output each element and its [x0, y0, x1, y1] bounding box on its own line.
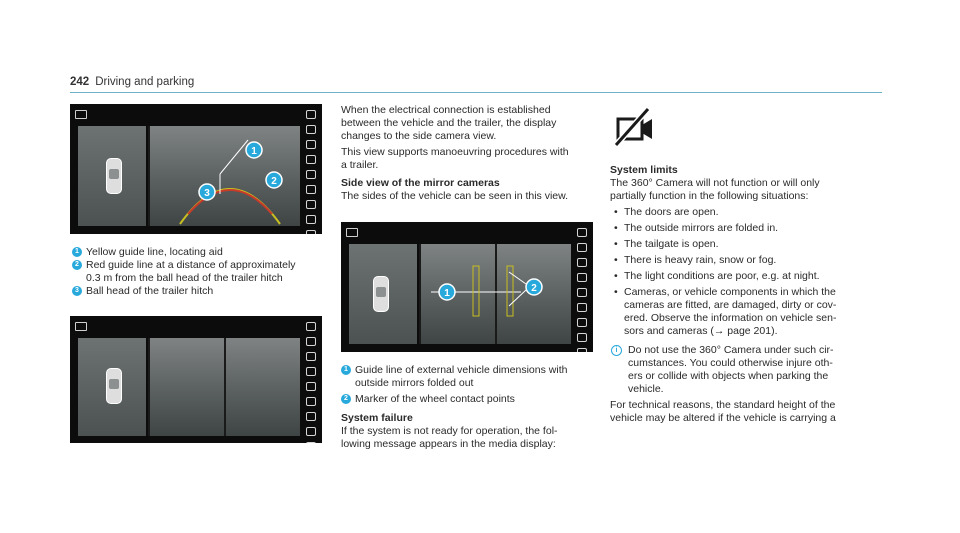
legend-number: 2 — [72, 260, 82, 270]
legend-item: 1 Guide line of external vehicle dimensions with — [341, 364, 603, 377]
legend-item-continued: outside mirrors folded out — [355, 377, 474, 389]
heading-system-failure: System failure — [341, 412, 413, 424]
middle-column-lower: 1 Guide line of external vehicle dimensions with outside mirrors folded out 2 Marker of the wheel contact points System failure If the system is not ready for operation, the fol- lowing message appears in the media display: — [341, 364, 603, 451]
callout-1-label: 1 — [444, 288, 450, 299]
screen-side-icons — [571, 222, 593, 352]
page-number: 242 — [70, 76, 90, 88]
legend-number: 1 — [341, 365, 351, 375]
header-rule — [70, 92, 882, 93]
heading-mirror-cameras: Side view of the mirror cameras — [341, 177, 500, 189]
camera-screen-split-view — [70, 316, 322, 443]
camera-screen-mirror-view — [341, 222, 593, 352]
mirror-guide-overlay — [341, 222, 593, 352]
list-item: • Cameras, or vehicle components in which the cameras are fitted, are damaged, dirty or cov- ered. Observe the information on vehicle sen- sors and cameras (→ page 201). — [610, 286, 882, 338]
list-item: • The tailgate is open. — [610, 238, 882, 251]
page-header — [70, 76, 194, 88]
camera-screen-trailer-view — [70, 104, 322, 234]
legend-number: 3 — [72, 286, 82, 296]
callout-2-label: 2 — [271, 176, 277, 187]
vehicle-top-view — [106, 368, 122, 404]
section-title: Driving and parking — [95, 76, 195, 88]
legend-item: 2 Red guide line at a distance of approximately — [72, 259, 296, 272]
legend-item: 3 Ball head of the trailer hitch — [72, 285, 296, 298]
left-side-panel — [148, 338, 224, 436]
callout-line-1 — [220, 140, 248, 174]
callout-2-label: 2 — [531, 283, 537, 294]
callout-1-label: 1 — [251, 146, 257, 157]
wheel-marker-right — [507, 266, 513, 316]
callout-3-label: 3 — [204, 188, 210, 199]
screen-side-icons — [300, 316, 322, 443]
right-side-panel — [224, 338, 300, 436]
middle-column-intro: When the electrical connection is established between the vehicle and the trailer, the display changes to the side camera view. This view supports manoeuvring procedures with a trailer. Side view of the mirror cameras The sides of the vehicle can be seen in this view. — [341, 104, 601, 203]
right-column: System limits The 360° Camera will not function or will only partially function in the following situations: • The doors are open. • The outside mirrors are folded in. • The tailgate is open. • There is heavy rain, snow or fog. • The light conditions are poor, e.g. at night. • Cameras, or vehicle components in which the cameras are fitted, are damaged, dirty or cov- ered. Observe the information on vehicle sen- sors and cameras (→ page 201). i Do not use the 360° Camera under such cir- cumstances. You could otherwise injure oth- ers or collide with objects when parking the vehicle. For technical reasons, the standard height of the vehicle may be altered if the vehicle is carrying a — [610, 164, 882, 425]
limits-list — [610, 206, 882, 338]
guide-lines-overlay — [70, 104, 322, 234]
legend-item-continued: 0.3 m from the ball head of the trailer hitch — [86, 272, 283, 284]
legend-number: 1 — [72, 247, 82, 257]
legend-trailer-view — [72, 246, 296, 298]
list-item: • The doors are open. — [610, 206, 882, 219]
list-item: • The outside mirrors are folded in. — [610, 222, 882, 235]
legend-number: 2 — [341, 394, 351, 404]
info-note: i Do not use the 360° Camera under such cir- cumstances. You could otherwise injure oth- ers or collide with objects when parking the vehicle. — [610, 344, 882, 396]
info-icon: i — [611, 345, 622, 356]
camera-off-icon — [612, 107, 660, 147]
camera-mode-icon — [75, 322, 87, 331]
heading-system-limits: System limits — [610, 164, 678, 176]
legend-item: 2 Marker of the wheel contact points — [341, 393, 603, 406]
screen-side-icons — [300, 104, 322, 234]
wheel-marker-left — [473, 266, 479, 316]
list-item: • The light conditions are poor, e.g. at night. — [610, 270, 882, 283]
legend-mirror-view — [341, 364, 603, 406]
legend-item: 1 Yellow guide line, locating aid — [72, 246, 296, 259]
list-item: • There is heavy rain, snow or fog. — [610, 254, 882, 267]
